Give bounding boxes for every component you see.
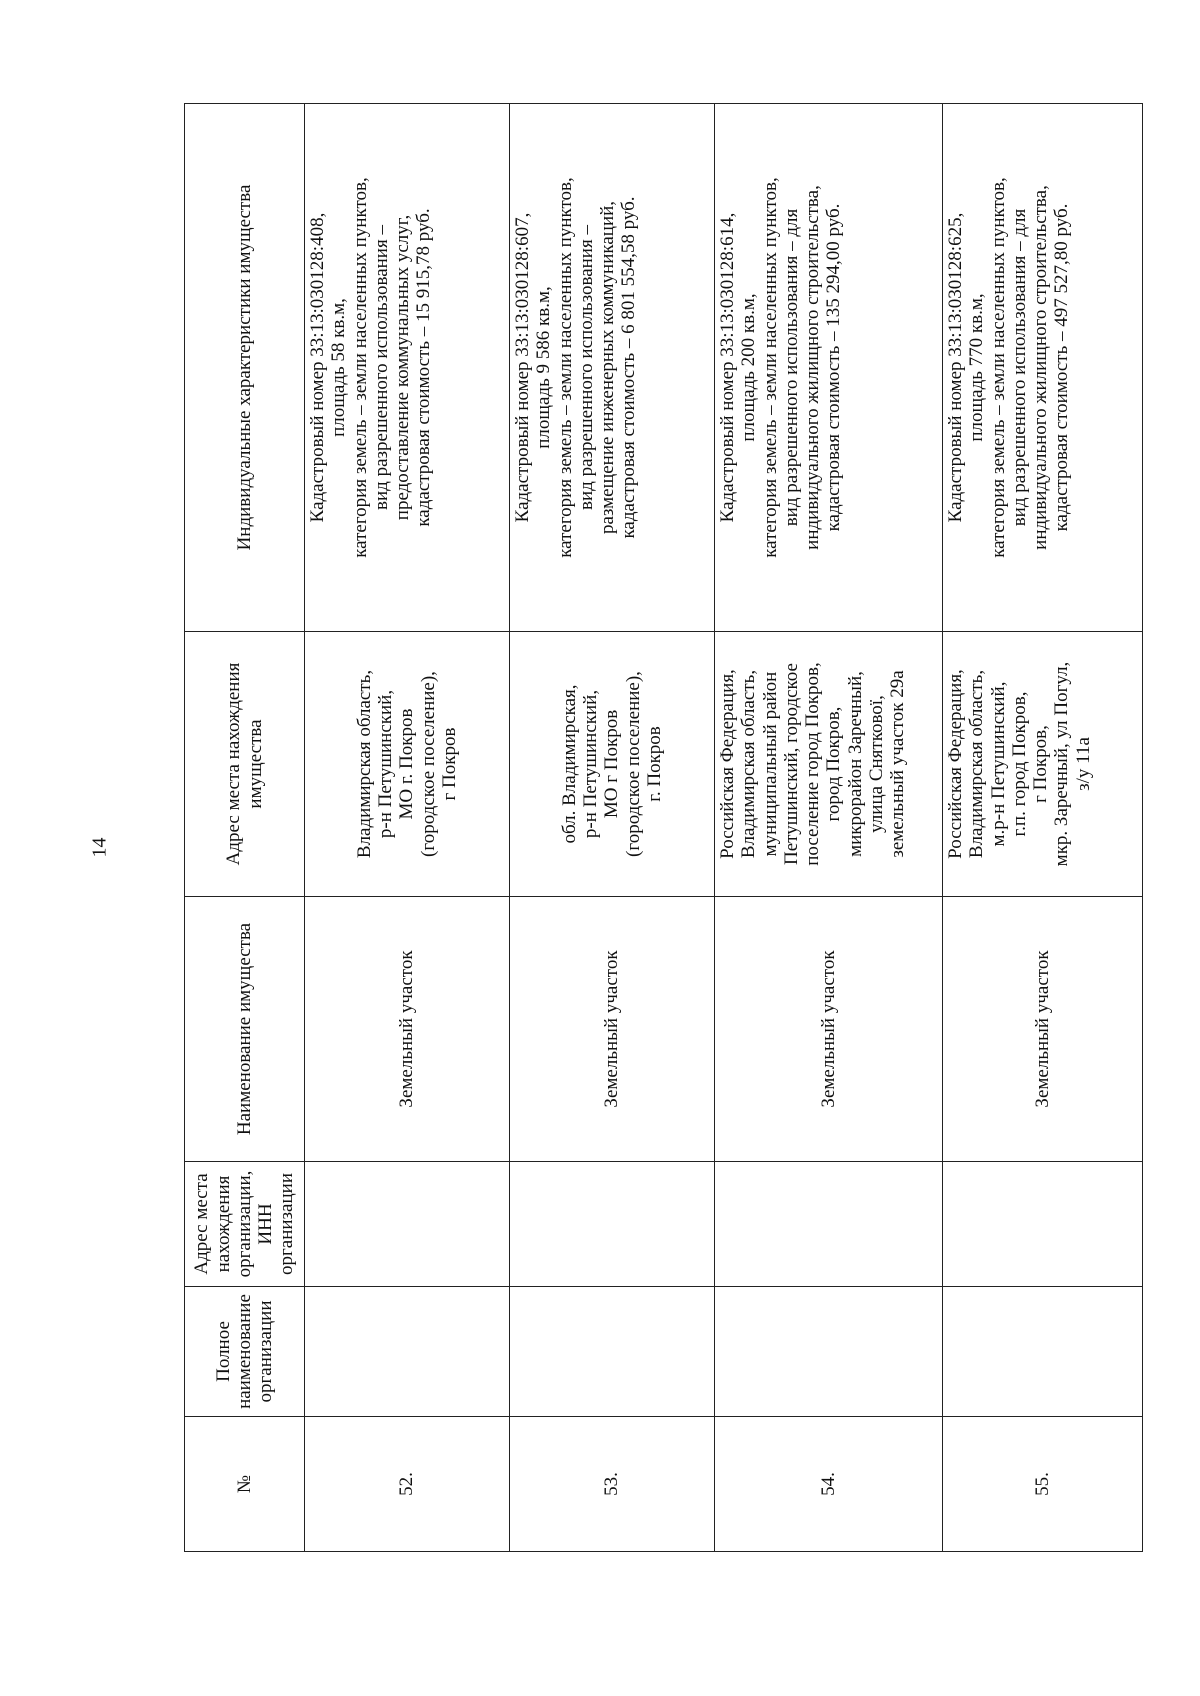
header-characteristics: Индивидуальные характеристики имущества [185, 104, 305, 632]
table-header-row [185, 104, 305, 1552]
org-name-cell [943, 1287, 1143, 1417]
table-row [715, 104, 943, 1552]
org-name-cell [305, 1287, 510, 1417]
property-address-cell: обл. Владимирская, р-н Петушинский, МО г Покров (городское поселение), г. Покров [510, 632, 715, 897]
header-property-name: Наименование имущества [185, 897, 305, 1162]
header-org-address: Адрес места нахождения организации, ИНН организации [185, 1162, 305, 1287]
characteristics-cell: Кадастровый номер 33:13:030128:408, площадь 58 кв.м, категория земель – земли населенных пунктов, вид разрешенного использования – предоставление коммунальных услуг, кадастровая стоимость – 15 915,78 руб. [305, 104, 510, 632]
org-address-cell [510, 1162, 715, 1287]
row-number: 55. [943, 1417, 1143, 1552]
rotated-table-wrapper [184, 104, 1142, 1552]
header-property-address: Адрес места нахождения имущества [185, 632, 305, 897]
header-org-name: Полное наименование организации [185, 1287, 305, 1417]
table-row [943, 104, 1143, 1552]
property-name-cell: Земельный участок [305, 897, 510, 1162]
characteristics-cell: Кадастровый номер 33:13:030128:614, площадь 200 кв.м, категория земель – земли населенных пунктов, вид разрешенного использования – для индивидуального жилищного строительства, кадастровая стоимость – 135 294,00 руб. [715, 104, 943, 632]
row-number: 53. [510, 1417, 715, 1552]
page-number: 14 [88, 837, 111, 858]
property-address-cell: Российская Федерация, Владимирская область, м.р-н Петушинский, г.п. город Покров, г Покров, мкр. Заречный, ул Погул, з/у 11а [943, 632, 1143, 897]
property-name-cell: Земельный участок [715, 897, 943, 1162]
row-number: 54. [715, 1417, 943, 1552]
org-address-cell [305, 1162, 510, 1287]
characteristics-cell: Кадастровый номер 33:13:030128:625, площадь 770 кв.м, категория земель – земли населенных пунктов, вид разрешенного использования – для индивидуального жилищного строительства, кадастровая стоимость – 497 527,80 руб. [943, 104, 1143, 632]
org-name-cell [510, 1287, 715, 1417]
org-address-cell [943, 1162, 1143, 1287]
property-address-cell: Российская Федерация, Владимирская область, муниципальный район Петушинский, городское поселение город Покров, город Покров, микрорайон Заречный, улица Сняткової, земельный участок 29а [715, 632, 943, 897]
property-table [184, 103, 1143, 1552]
org-address-cell [715, 1162, 943, 1287]
property-name-cell: Земельный участок [943, 897, 1143, 1162]
row-number: 52. [305, 1417, 510, 1552]
table-row [510, 104, 715, 1552]
property-address-cell: Владимирская область, р-н Петушинский, МО г. Покров (городское поселение), г Покров [305, 632, 510, 897]
header-number: № [185, 1417, 305, 1552]
characteristics-cell: Кадастровый номер 33:13:030128:607, площадь 9 586 кв.м, категория земель – земли населенных пунктов, вид разрешенного использования – размещение инженерных коммуникаций, кадастровая стоимость – 6 801 554,58 руб. [510, 104, 715, 632]
org-name-cell [715, 1287, 943, 1417]
property-name-cell: Земельный участок [510, 897, 715, 1162]
table-row [305, 104, 510, 1552]
